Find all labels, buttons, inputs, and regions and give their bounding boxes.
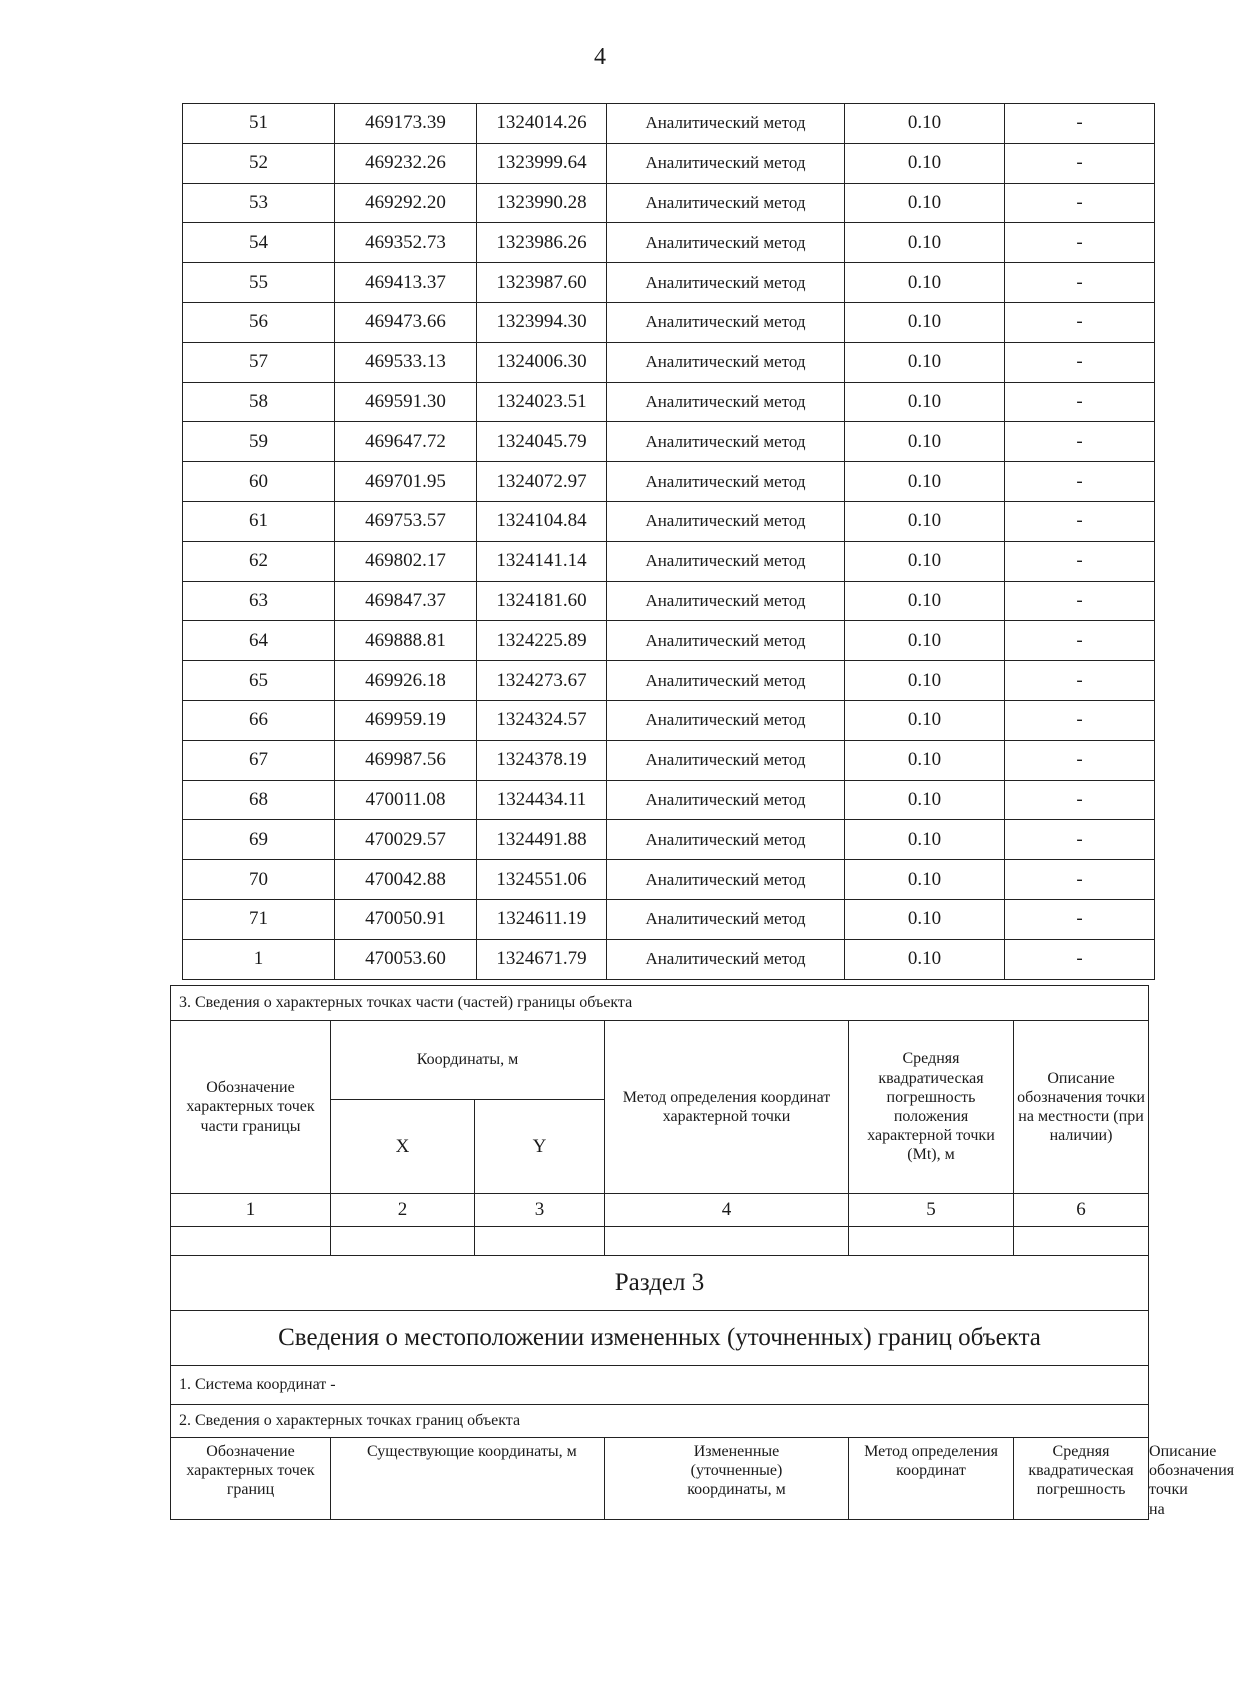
- y-coordinate-cell: 1324006.30: [477, 342, 607, 382]
- column-numbers-row: [171, 1194, 1149, 1227]
- header-designation: Обозначение характерных точек части границы: [171, 1021, 331, 1194]
- description-cell: -: [1005, 143, 1155, 183]
- x-coordinate-cell: 469352.73: [335, 223, 477, 263]
- y-coordinate-cell: 1324072.97: [477, 462, 607, 502]
- error-cell: 0.10: [845, 422, 1005, 462]
- table-row: [183, 780, 1155, 820]
- column-number: 3: [475, 1194, 605, 1227]
- error-cell: 0.10: [845, 820, 1005, 860]
- point-number-cell: 62: [183, 541, 335, 581]
- table-row: [183, 621, 1155, 661]
- method-cell: Аналитический метод: [607, 820, 845, 860]
- table-row: [183, 462, 1155, 502]
- section-subtitle: Сведения о местоположении измененных (уточненных) границ объекта: [171, 1311, 1149, 1366]
- section-title-row: [171, 1256, 1149, 1311]
- table-row: [183, 183, 1155, 223]
- coordinates-table: [182, 103, 1155, 980]
- error-cell: 0.10: [845, 183, 1005, 223]
- x-coordinate-cell: 469647.72: [335, 422, 477, 462]
- table-row: [183, 581, 1155, 621]
- point-number-cell: 66: [183, 700, 335, 740]
- x-coordinate-cell: 470050.91: [335, 899, 477, 939]
- y-coordinate-cell: 1323990.28: [477, 183, 607, 223]
- description-cell: -: [1005, 382, 1155, 422]
- y-coordinate-cell: 1324551.06: [477, 860, 607, 900]
- s3-header-method: Метод определения координат: [849, 1438, 1014, 1520]
- method-cell: Аналитический метод: [607, 541, 845, 581]
- y-coordinate-cell: 1324225.89: [477, 621, 607, 661]
- column-number: 2: [331, 1194, 475, 1227]
- point-number-cell: 67: [183, 740, 335, 780]
- empty-row: [171, 1227, 1149, 1256]
- error-cell: 0.10: [845, 780, 1005, 820]
- x-coordinate-cell: 469847.37: [335, 581, 477, 621]
- part-caption-row: [171, 986, 1149, 1021]
- description-cell: -: [1005, 780, 1155, 820]
- method-cell: Аналитический метод: [607, 263, 845, 303]
- x-coordinate-cell: 469591.30: [335, 382, 477, 422]
- x-coordinate-cell: 469292.20: [335, 183, 477, 223]
- error-cell: 0.10: [845, 501, 1005, 541]
- table-row: [183, 939, 1155, 979]
- table-row: [183, 740, 1155, 780]
- error-cell: 0.10: [845, 104, 1005, 144]
- description-cell: -: [1005, 104, 1155, 144]
- x-coordinate-cell: 469802.17: [335, 541, 477, 581]
- error-cell: 0.10: [845, 541, 1005, 581]
- description-cell: -: [1005, 501, 1155, 541]
- description-cell: -: [1005, 183, 1155, 223]
- point-number-cell: 53: [183, 183, 335, 223]
- x-coordinate-cell: 470053.60: [335, 939, 477, 979]
- description-cell: -: [1005, 581, 1155, 621]
- point-number-cell: 51: [183, 104, 335, 144]
- description-cell: -: [1005, 422, 1155, 462]
- table-row: [183, 302, 1155, 342]
- table-row: [183, 342, 1155, 382]
- description-cell: -: [1005, 661, 1155, 701]
- empty-cell: [331, 1227, 475, 1256]
- points-caption-row: [171, 1405, 1149, 1438]
- error-cell: 0.10: [845, 860, 1005, 900]
- error-cell: 0.10: [845, 223, 1005, 263]
- error-cell: 0.10: [845, 740, 1005, 780]
- method-cell: Аналитический метод: [607, 501, 845, 541]
- point-number-cell: 56: [183, 302, 335, 342]
- point-number-cell: 58: [183, 382, 335, 422]
- y-coordinate-cell: 1324324.57: [477, 700, 607, 740]
- y-coordinate-cell: 1324434.11: [477, 780, 607, 820]
- section3-header-row: Обозначение характерных точек границ Существующие координаты, м Измененные (уточненные) координаты, м Метод определения координат Средняя квадратическая погрешность Описание обозначения точки на: [171, 1438, 1149, 1520]
- description-cell: -: [1005, 223, 1155, 263]
- y-coordinate-cell: 1324378.19: [477, 740, 607, 780]
- point-number-cell: 60: [183, 462, 335, 502]
- point-number-cell: 68: [183, 780, 335, 820]
- y-coordinate-cell: 1324104.84: [477, 501, 607, 541]
- description-cell: -: [1005, 342, 1155, 382]
- y-coordinate-cell: 1323987.60: [477, 263, 607, 303]
- description-cell: -: [1005, 860, 1155, 900]
- point-number-cell: 63: [183, 581, 335, 621]
- y-coordinate-cell: 1324141.14: [477, 541, 607, 581]
- page-number: 4: [594, 44, 606, 70]
- point-number-cell: 64: [183, 621, 335, 661]
- error-cell: 0.10: [845, 462, 1005, 502]
- table-row: [183, 661, 1155, 701]
- table-row: [183, 263, 1155, 303]
- point-number-cell: 57: [183, 342, 335, 382]
- empty-cell: [171, 1227, 331, 1256]
- x-coordinate-cell: 469413.37: [335, 263, 477, 303]
- y-coordinate-cell: 1324671.79: [477, 939, 607, 979]
- method-cell: Аналитический метод: [607, 143, 845, 183]
- method-cell: Аналитический метод: [607, 104, 845, 144]
- column-number: 1: [171, 1194, 331, 1227]
- y-coordinate-cell: 1324045.79: [477, 422, 607, 462]
- s3-header-existing: Существующие координаты, м: [331, 1438, 605, 1520]
- error-cell: 0.10: [845, 621, 1005, 661]
- point-number-cell: 55: [183, 263, 335, 303]
- table-row: [183, 223, 1155, 263]
- part-header-row-1: [171, 1021, 1149, 1100]
- description-cell: -: [1005, 302, 1155, 342]
- header-method: Метод определения координат характерной точки: [605, 1021, 849, 1194]
- error-cell: 0.10: [845, 263, 1005, 303]
- method-cell: Аналитический метод: [607, 422, 845, 462]
- coord-system: 1. Система координат -: [171, 1366, 1149, 1405]
- point-number-cell: 52: [183, 143, 335, 183]
- table-row: [183, 143, 1155, 183]
- x-coordinate-cell: 469701.95: [335, 462, 477, 502]
- coordinates-table-body: [183, 104, 1155, 980]
- method-cell: Аналитический метод: [607, 223, 845, 263]
- table-row: [183, 820, 1155, 860]
- table-row: [183, 541, 1155, 581]
- description-cell: -: [1005, 700, 1155, 740]
- point-number-cell: 70: [183, 860, 335, 900]
- empty-cell: [1014, 1227, 1149, 1256]
- error-cell: 0.10: [845, 939, 1005, 979]
- table-row: [183, 860, 1155, 900]
- y-coordinate-cell: 1324273.67: [477, 661, 607, 701]
- s3-header-designation: Обозначение характерных точек границ: [171, 1438, 331, 1520]
- header-coordinates: Координаты, м: [331, 1021, 605, 1100]
- method-cell: Аналитический метод: [607, 382, 845, 422]
- points-caption: 2. Сведения о характерных точках границ объекта: [171, 1405, 1149, 1438]
- x-coordinate-cell: 469987.56: [335, 740, 477, 780]
- point-number-cell: 1: [183, 939, 335, 979]
- part-caption: 3. Сведения о характерных точках части (частей) границы объекта: [171, 986, 1149, 1021]
- error-cell: 0.10: [845, 143, 1005, 183]
- x-coordinate-cell: 470011.08: [335, 780, 477, 820]
- y-coordinate-cell: 1324181.60: [477, 581, 607, 621]
- x-coordinate-cell: 469232.26: [335, 143, 477, 183]
- coord-system-row: [171, 1366, 1149, 1405]
- table-row: [183, 104, 1155, 144]
- description-cell: -: [1005, 820, 1155, 860]
- y-coordinate-cell: 1323986.26: [477, 223, 607, 263]
- header-description: Описание обозначения точки на местности (при наличии): [1014, 1021, 1149, 1194]
- x-coordinate-cell: 469753.57: [335, 501, 477, 541]
- s3-header-error: Средняя квадратическая погрешность: [1014, 1438, 1149, 1520]
- table-row: [183, 700, 1155, 740]
- x-coordinate-cell: 469959.19: [335, 700, 477, 740]
- section-subtitle-row: [171, 1311, 1149, 1366]
- method-cell: Аналитический метод: [607, 780, 845, 820]
- error-cell: 0.10: [845, 342, 1005, 382]
- header-x: X: [331, 1100, 475, 1194]
- y-coordinate-cell: 1324491.88: [477, 820, 607, 860]
- method-cell: Аналитический метод: [607, 740, 845, 780]
- y-coordinate-cell: 1324023.51: [477, 382, 607, 422]
- point-number-cell: 59: [183, 422, 335, 462]
- table-row: [183, 422, 1155, 462]
- method-cell: Аналитический метод: [607, 939, 845, 979]
- description-cell: -: [1005, 939, 1155, 979]
- column-number: 4: [605, 1194, 849, 1227]
- method-cell: Аналитический метод: [607, 302, 845, 342]
- error-cell: 0.10: [845, 382, 1005, 422]
- part-boundary-table: [170, 985, 1234, 1520]
- method-cell: Аналитический метод: [607, 700, 845, 740]
- empty-cell: [849, 1227, 1014, 1256]
- y-coordinate-cell: 1323994.30: [477, 302, 607, 342]
- y-coordinate-cell: 1324611.19: [477, 899, 607, 939]
- x-coordinate-cell: 469926.18: [335, 661, 477, 701]
- header-y: Y: [475, 1100, 605, 1194]
- error-cell: 0.10: [845, 661, 1005, 701]
- method-cell: Аналитический метод: [607, 581, 845, 621]
- y-coordinate-cell: 1324014.26: [477, 104, 607, 144]
- table-row: [183, 501, 1155, 541]
- x-coordinate-cell: 470042.88: [335, 860, 477, 900]
- table-row: [183, 899, 1155, 939]
- description-cell: -: [1005, 740, 1155, 780]
- x-coordinate-cell: 470029.57: [335, 820, 477, 860]
- x-coordinate-cell: 469173.39: [335, 104, 477, 144]
- x-coordinate-cell: 469533.13: [335, 342, 477, 382]
- method-cell: Аналитический метод: [607, 621, 845, 661]
- empty-cell: [475, 1227, 605, 1256]
- method-cell: Аналитический метод: [607, 860, 845, 900]
- description-cell: -: [1005, 621, 1155, 661]
- x-coordinate-cell: 469888.81: [335, 621, 477, 661]
- point-number-cell: 71: [183, 899, 335, 939]
- point-number-cell: 69: [183, 820, 335, 860]
- point-number-cell: 61: [183, 501, 335, 541]
- error-cell: 0.10: [845, 899, 1005, 939]
- s3-header-changed: Измененные (уточненные) координаты, м: [605, 1438, 849, 1520]
- point-number-cell: 54: [183, 223, 335, 263]
- method-cell: Аналитический метод: [607, 342, 845, 382]
- column-number: 6: [1014, 1194, 1149, 1227]
- description-cell: -: [1005, 899, 1155, 939]
- table-row: [183, 382, 1155, 422]
- method-cell: Аналитический метод: [607, 899, 845, 939]
- x-coordinate-cell: 469473.66: [335, 302, 477, 342]
- method-cell: Аналитический метод: [607, 661, 845, 701]
- description-cell: -: [1005, 541, 1155, 581]
- column-number: 5: [849, 1194, 1014, 1227]
- header-error: Средняя квадратическая погрешность положения характерной точки (Mt), м: [849, 1021, 1014, 1194]
- section-title: Раздел 3: [171, 1256, 1149, 1311]
- point-number-cell: 65: [183, 661, 335, 701]
- description-cell: -: [1005, 462, 1155, 502]
- y-coordinate-cell: 1323999.64: [477, 143, 607, 183]
- method-cell: Аналитический метод: [607, 462, 845, 502]
- error-cell: 0.10: [845, 700, 1005, 740]
- error-cell: 0.10: [845, 302, 1005, 342]
- method-cell: Аналитический метод: [607, 183, 845, 223]
- empty-cell: [605, 1227, 849, 1256]
- error-cell: 0.10: [845, 581, 1005, 621]
- description-cell: -: [1005, 263, 1155, 303]
